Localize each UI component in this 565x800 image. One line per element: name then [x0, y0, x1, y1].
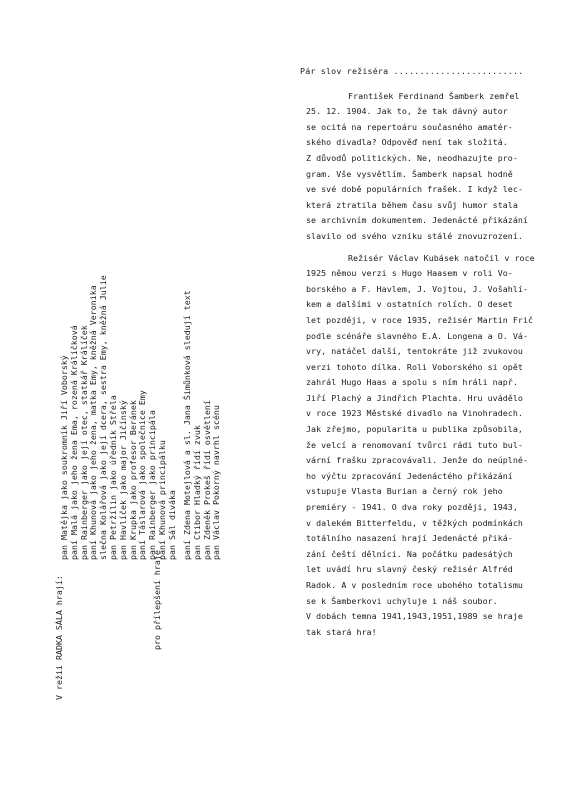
note-line: vární frašku zpracovávali. Jenže do neúplné- [306, 455, 528, 466]
note-line: vry, natáčel další, tentokráte již zvukovou [306, 346, 523, 357]
note-line: premiéry - 1941. O dva roky později, 1943, [306, 502, 518, 513]
note-line: zání čeští dělníci. Na počátku padesátých [306, 548, 513, 559]
crew-item: pan Ctibor Hladký řídí zvuk [191, 425, 202, 560]
note-line: Jak zřejmo, popularita u publika způsobila, [306, 424, 523, 435]
cast-list [55, 0, 325, 700]
note-line: Z důvodů politických. Ne, neodhazujte pro- [306, 152, 518, 163]
cast-role: paní Malá jako jeho žena Ema, rozená Králíčková [68, 325, 79, 560]
note-line: Režisér Václav Kubásek natočil v roce [348, 252, 535, 263]
note-line: která ztratila během času svůj humor stala [306, 199, 518, 210]
note-line: ho výčtu zpracování Jedenáctého přikázání [306, 470, 513, 481]
note-line: totálního nasazení hrají Jedenácté přiká- [306, 533, 513, 544]
note-line: verzi tohoto dílka. Roli Voborského si opět [306, 361, 523, 372]
note-line: 1925 němou verzi s Hugo Haasem v roli Vo- [306, 268, 513, 279]
cast-role: pan Petržílin jako úředník Střela [108, 395, 118, 560]
cast-role: pan Rainberger jako principála [147, 410, 158, 560]
note-line: se archivním dokumentem. Jedenácté přikázání [306, 215, 528, 226]
note-line: V dobách temna 1941,1943,1951,1989 se hraje [306, 611, 523, 622]
cast-role: pan Sál diváka [166, 490, 177, 560]
note-line: zahrál Hugo Haas a spolu s ním hráli např. [306, 377, 518, 388]
crew-item: pan Václav Pokorný navrhl scénu [211, 405, 222, 560]
cast-role: pan Matějka jako soukromník Jiří Voborský [59, 355, 69, 560]
note-line: slavilo od svého vzniku stálé znovuzrození. [306, 230, 523, 241]
cast-role: pan Krupka jako profesor Beránek [127, 400, 138, 560]
note-line: vstupuje Vlasta Burian a černý rok jeho [306, 486, 503, 497]
note-line: ského divadla? Odpověď není tak složitá. [306, 137, 508, 148]
prompter-label: pro přílepšení hraje [152, 550, 162, 650]
note-line: kem a dalšími v ostatních rolích. O deset [306, 299, 513, 310]
cast-role: paní Táslarová jako společnice Emy [137, 390, 148, 560]
spacer [300, 80, 552, 89]
note-line: borského a F. Havlem, J. Vojtou, J. Vošahlí- [306, 283, 528, 294]
cast-role: pan Havlíček jako major Jičínský [117, 400, 128, 560]
cast-role: pan Rainberger jako její otec, statkář Králíček [78, 325, 89, 560]
note-heading: Pár slov režiséra ......................... [300, 66, 524, 76]
crew-item: pan Zdeněk Prokeš řídí osvětlení [201, 400, 212, 560]
crew-item: paní Zdena Motejlová a sl. Jana Šimůnková sledují text [182, 290, 192, 560]
cast-role: paní Khunová principálku [157, 440, 167, 560]
director-note [300, 64, 552, 640]
note-line: tak stará hra! [306, 626, 377, 637]
note-line: 25. 12. 1904. Jak to, že tak dávný autor [306, 106, 508, 117]
note-line: Radok. A v posledním roce ubohého totalismu [306, 580, 523, 590]
note-line: let později, v roce 1935, režisér Martin Frič [306, 314, 534, 325]
note-line: let uvádí hru slavný český režisér Alfréd [306, 564, 513, 575]
note-line: podle scénáře slavného E.A. Longena a O. Vá- [306, 330, 528, 341]
note-line: se ocitá na repertoáru současného amatér- [306, 121, 513, 132]
cast-role: slečna Kolářová jako její dcera, sestra Emy, kněžná Julie [98, 275, 109, 560]
note-line: že velcí a renomovaní tvůrci rádi tuto bul- [306, 439, 523, 450]
cast-header: V režii RADKA SÁLA hrají: [54, 575, 64, 700]
note-line: v dalekém Bitterfeldu, v těžkých podmínkách [306, 517, 523, 528]
note-line: se k Šamberkovi uchyluje i náš soubor. [306, 595, 498, 606]
note-line: v roce 1923 Městské divadlo na Vinohradech. [306, 408, 523, 419]
note-line: ve své době populárních frašek. I když lec- [306, 184, 523, 195]
note-line: gram. Vše vysvětlím. Šamberk napsal hodně [306, 168, 513, 179]
note-line: František Ferdinand Šamberk zemřel [348, 90, 520, 101]
note-line: Jiří Plachý a Jindřich Plachta. Hru uvádělo [306, 392, 523, 403]
cast-role: paní Khunová jako jeho žena, matka Emy, kněžná Veronika [88, 285, 99, 560]
